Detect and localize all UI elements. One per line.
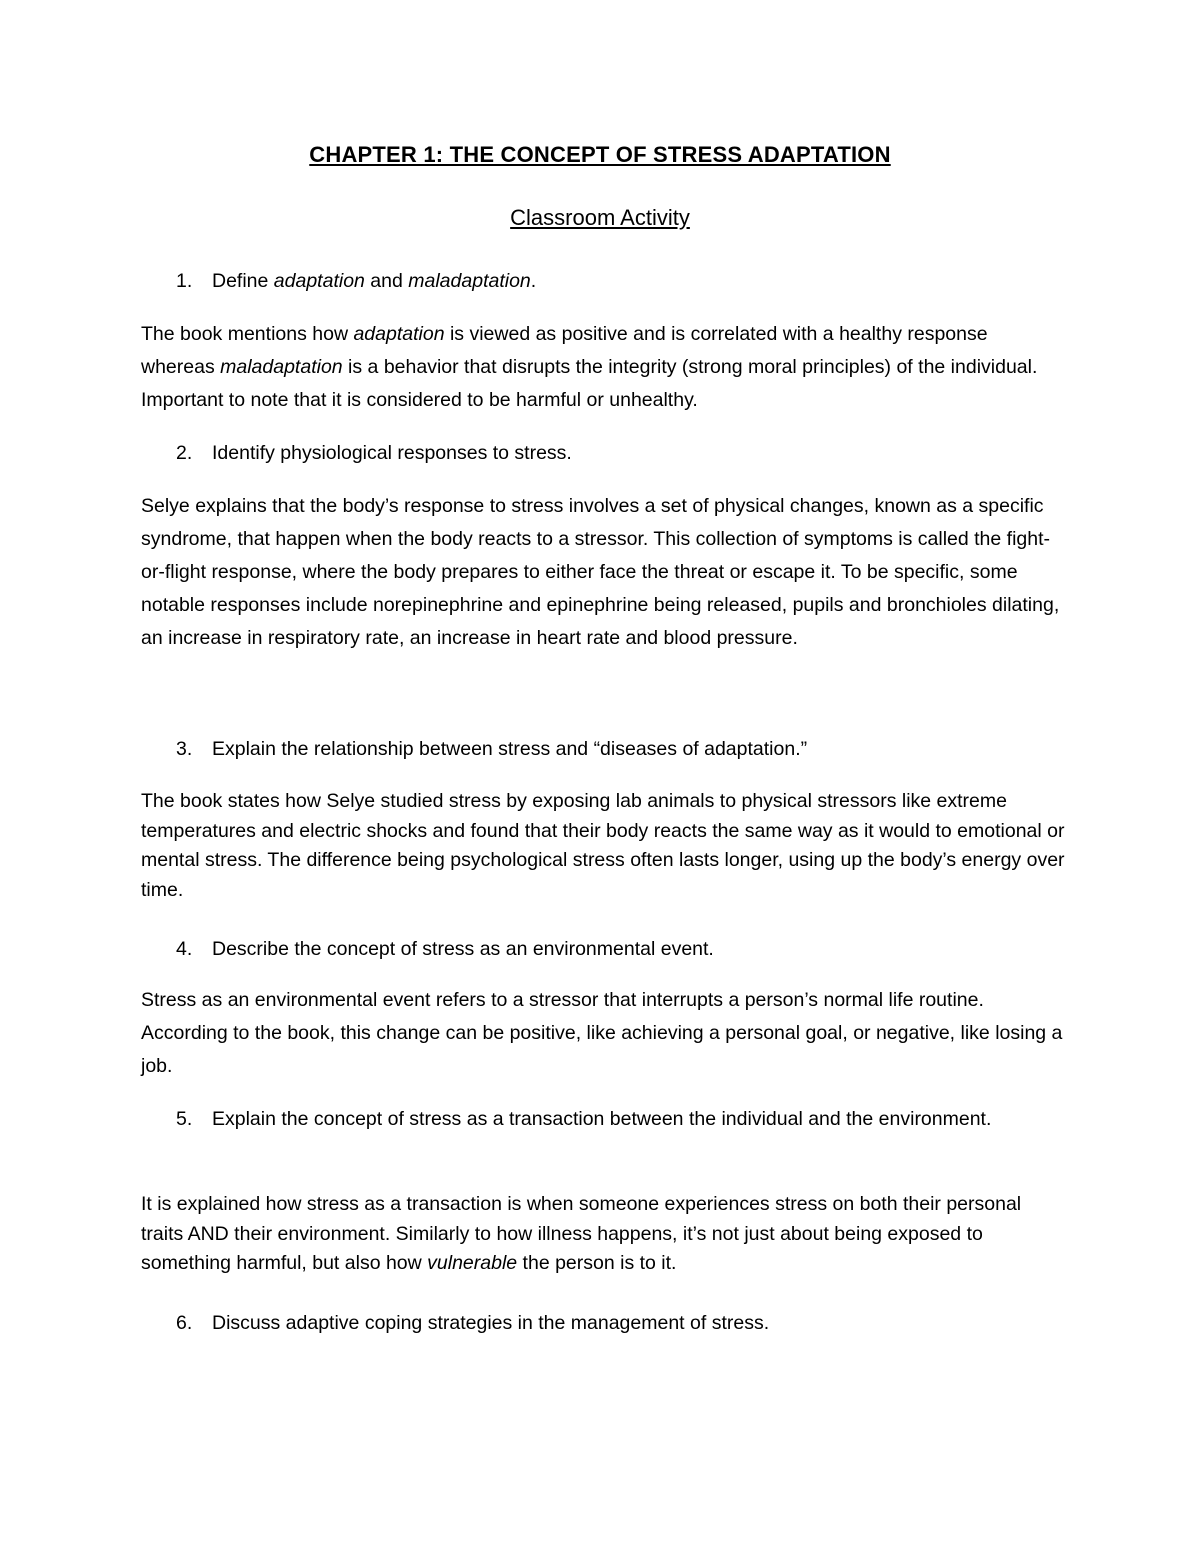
question-5 — [176, 1102, 1036, 1136]
question-4 — [176, 932, 1036, 966]
answer-3: The book states how Selye studied stress by exposing lab animals to physical stressors like extreme temperatures and electric shocks and found that their body reacts the same way as it would to emotional or mental stress. The difference being psychological stress often lasts longer, using up the body’s energy over time. — [141, 790, 1065, 901]
question-number: 1. — [176, 270, 193, 292]
question-text: Explain the relationship between stress and “diseases of adaptation.” — [212, 738, 808, 760]
question-text: Define adaptation and maladaptation. — [212, 270, 537, 292]
answer-1: The book mentions how adaptation is viewed as positive and is correlated with a healthy response whereas maladaptation is a behavior that disrupts the integrity (strong moral principles) of the individual. Important to note that it is considered to be harmful or unhealthy. — [141, 323, 1038, 411]
document-title: CHAPTER 1: THE CONCEPT OF STRESS ADAPTATION — [309, 142, 891, 167]
term-maladaptation: maladaptation — [408, 270, 531, 292]
question-number: 4. — [176, 938, 193, 960]
question-text: Discuss adaptive coping strategies in the management of stress. — [212, 1312, 770, 1334]
question-number: 5. — [176, 1108, 193, 1130]
question-1 — [176, 264, 1036, 298]
question-6 — [176, 1306, 1036, 1340]
question-number: 3. — [176, 738, 193, 760]
question-text: Identify physiological responses to stress. — [212, 442, 572, 464]
question-3 — [176, 732, 1036, 766]
term-adaptation: adaptation — [353, 323, 445, 345]
question-2 — [176, 436, 1036, 470]
term-adaptation: adaptation — [273, 270, 365, 292]
answer-2: Selye explains that the body’s response to stress involves a set of physical changes, known as a specific syndrome, that happen when the body reacts to a stressor. This collection of symptoms is called the fight-or-flight response, where the body prepares to either face the threat or escape it. To be specific, some notable responses include norepinephrine and epinephrine being released, pupils and bronchioles dilating, an increase in respiratory rate, an increase in heart rate and blood pressure. — [141, 495, 1060, 649]
term-vulnerable: vulnerable — [427, 1252, 518, 1274]
question-text: Explain the concept of stress as a transaction between the individual and the environment. — [212, 1108, 992, 1130]
question-number: 6. — [176, 1312, 193, 1334]
question-text: Describe the concept of stress as an environmental event. — [212, 938, 714, 960]
answer-5: It is explained how stress as a transaction is when someone experiences stress on both their personal traits AND their environment. Similarly to how illness happens, it’s not just about being exposed to something harmful, but also how vulnerable the person is to it. — [141, 1193, 1022, 1274]
term-maladaptation: maladaptation — [220, 356, 343, 378]
answer-4: Stress as an environmental event refers to a stressor that interrupts a person’s normal life routine. According to the book, this change can be positive, like achieving a personal goal, or negative, like losing a job. — [141, 989, 1063, 1077]
question-number: 2. — [176, 442, 193, 464]
document-subtitle: Classroom Activity — [510, 205, 690, 230]
